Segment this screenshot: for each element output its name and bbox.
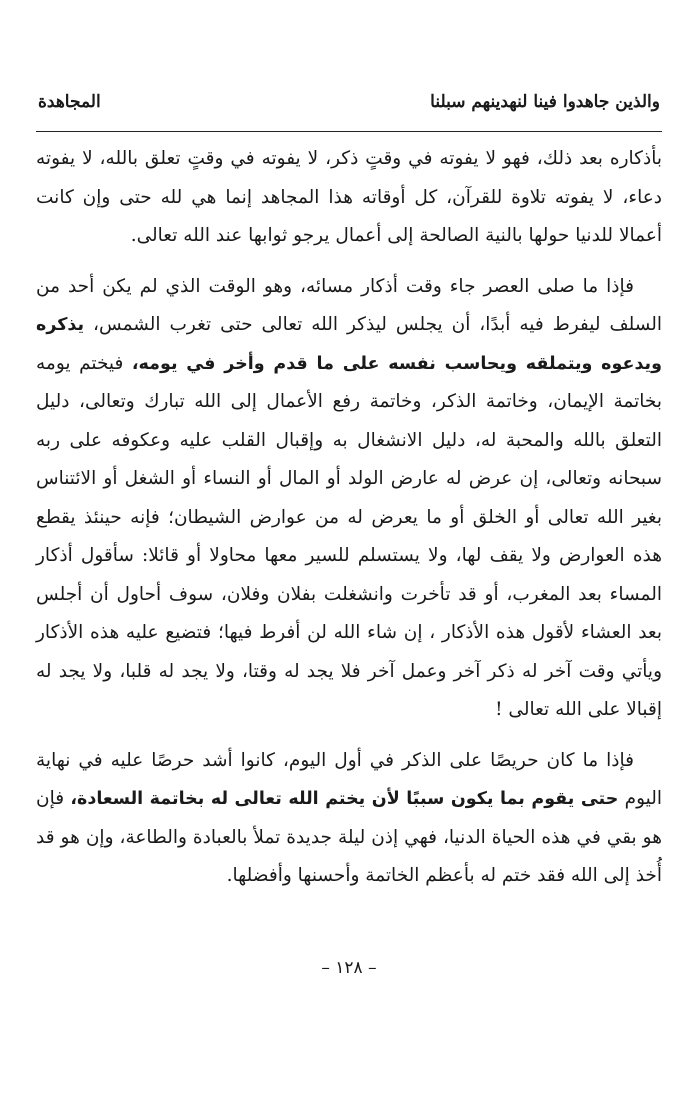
book-title: والذين جاهدوا فينا لنهدينهم سبلنا	[430, 92, 660, 112]
paragraph-text: بأذكاره بعد ذلك، فهو لا يفوته في وقتٍ ذكر، لا يفوته في وقتٍ تعلق بالله، لا يفوته دعاء، لا يفوته تلاوة للقرآن، كل أوقاته هذا المجاهد إنما هي لله حتى وإن كانت أعمالا للدنيا حولها بالنية الصالحة إلى أعمال يرجو ثوابها عند الله تعالى.	[36, 148, 662, 246]
header-divider	[36, 131, 662, 132]
paragraph-text: فإن هو بقي في هذه الحياة الدنيا، فهي إذن ليلة جديدة تملأ بالعبادة والطاعة، وإن هو قد أُخذ إلى الله فقد ختم له بأعظم الخاتمة وأحسنها وأفضلها.	[36, 788, 662, 886]
paragraph-text: فإذا ما كان حريصًا على الذكر في أول اليوم، كانوا أشد حرصًا عليه في نهاية اليوم	[36, 749, 662, 809]
paragraph	[36, 140, 662, 256]
page-number: – ١٢٨ –	[321, 958, 377, 978]
paragraph-text: فيختم يومه بخاتمة الإيمان، وخاتمة الذكر، وخاتمة رفع الأعمال إلى الله تبارك وتعالى، دليل التعلق بالله والمحبة له، دليل الانشغال به وإقبال القلب عليه وعكوفه على ربه سبحانه وتعالى، إن عرض له عارض الولد أو المال أو النساء أو الشغل أو الائتناس بغير الله تعالى أو الخلق أو ما يعرض له من عوارض الشيطان؛ فإنه حينئذ يقطع هذه العوارض ولا يقف لها، ولا يستسلم للسير معها محاولا أو قائلا: سأقول أذكار المساء بعد المغرب، أو قد تأخرت وانشغلت بفلان وفلان، سوف أحاول أن أجلس بعد العشاء لأقول هذه الأذكار ، إن شاء الله لن أفرط فيها؛ فتضيع عليه هذه الأذكار ويأتي وقت آخر له ذكر آخر وعمل آخر فلا يجد له وقتا، ولا يجد له قلبا، ولا يجد له إقبالا على الله تعالى !	[36, 352, 662, 720]
running-header	[38, 92, 660, 122]
emphasized-text: يذكره ويدعوه ويتملقه ويحاسب نفسه على ما قدم وأخر في يومه،	[36, 315, 662, 374]
chapter-title: المجاهدة	[38, 92, 101, 112]
main-text	[36, 140, 662, 896]
emphasized-text: حتى يقوم بما يكون سببًا لأن يختم الله تعالى له بخاتمة السعادة،	[70, 789, 619, 809]
paragraph	[36, 742, 662, 896]
paragraph-text: فإذا ما صلى العصر جاء وقت أذكار مسائه، وهو الوقت الذي لم يكن أحد من السلف ليفرط فيه أبدًا، أن يجلس ليذكر الله تعالى حتى تغرب الشمس،	[36, 275, 662, 335]
paragraph	[36, 268, 662, 730]
